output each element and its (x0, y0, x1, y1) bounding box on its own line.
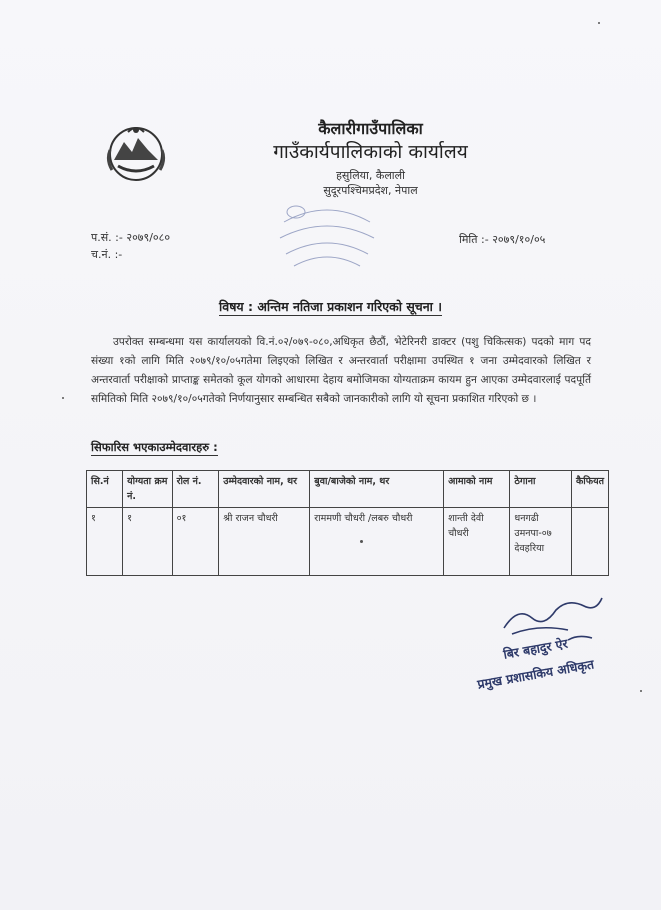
col-header-mother-name: आमाको नाम (444, 471, 510, 508)
notice-date: मिति :- २०७९/१०/०५ (459, 233, 546, 246)
notice-paragraph: उपरोक्त सम्बन्धमा यस कार्यालयको वि.नं.०२/०७९-०८०,अधिकृत छैठौं, भेटेरिनरी डाक्टर (पशु चिकित्सक) पदको माग पद संख्या १को लागि मिति २०७९/१०/०५गतेमा लिइएको लिखित र अन्तरवार्ता परीक्षामा उपस्थित १ जना उम्मेदवारको लिखित र अन्तरवार्ता परीक्षाको प्राप्ताङ्क समेतको कूल योगको आधारमा देहाय बमोजिमका योग्यताक्रम कायम हुन आएका उम्मेदवारलाई पदपूर्ति समितिको मिति २०७९/१०/०५गतेको निर्णयानुसार सम्बन्धित सबैको जानकारीको लागि यो सूचना प्रकाशित गरिएको छ । (91, 336, 591, 405)
col-header-roll-no: रोल नं. (172, 471, 219, 508)
cell-serial: १ (87, 508, 123, 576)
cell-candidate-name: श्री राजन चौधरी (219, 508, 310, 576)
address-line-2: सुदूरपश्चिमप्रदेश, नेपाल (323, 184, 418, 197)
signatory-name: बिर बहादुर ऐर (502, 635, 569, 662)
cell-mother-name: शान्ती देवी चौधरी (444, 508, 510, 576)
col-header-father-grandfather: बुवा/बाजेको नाम, थर (310, 471, 444, 508)
paper-speck (598, 22, 600, 24)
cell-address: धनगढी उमनपा-०७ देवहरिया (510, 508, 572, 576)
cell-roll-no: ०१ (172, 508, 219, 576)
org-name: कैलारीगाउँपालिका (318, 119, 423, 138)
dispatch-number: च.नं. :- (91, 248, 123, 261)
results-table (86, 470, 609, 576)
signatory-title: प्रमुख प्रशासकिय अधिकृत (476, 656, 596, 692)
table-row (87, 508, 609, 576)
office-title: गाउँकार्यपालिकाको कार्यालय (273, 141, 468, 163)
col-header-serial: सि.नं (87, 471, 123, 508)
cell-remarks (571, 508, 608, 576)
table-header-row (87, 471, 609, 508)
office-seal-stamp (272, 192, 382, 270)
cell-merit-rank: १ (123, 508, 172, 576)
subject-text: विषय : अन्तिम नतिजा प्रकाशन गरिएको सूचना । (219, 299, 442, 314)
paper-speck (640, 690, 642, 692)
recommended-candidates-heading: सिफारिस भएकाउम्मेदवारहरु : (91, 440, 218, 454)
col-header-merit-rank: योग्यता क्रम नं. (123, 471, 172, 508)
col-header-address: ठेगाना (510, 471, 572, 508)
col-header-candidate-name: उम्मेदवारको नाम, थर (219, 471, 310, 508)
col-header-remarks: कैफियत (571, 471, 608, 508)
reference-number: प.सं. :- २०७९/०८० (91, 231, 171, 244)
subject-line (0, 298, 661, 315)
cell-father-grandfather: राममणी चौधरी /लबरु चौधरी (310, 508, 444, 576)
paper-speck (360, 540, 363, 543)
address-line-1: हसुलिया, कैलाली (336, 169, 405, 182)
paper-speck (62, 397, 64, 399)
